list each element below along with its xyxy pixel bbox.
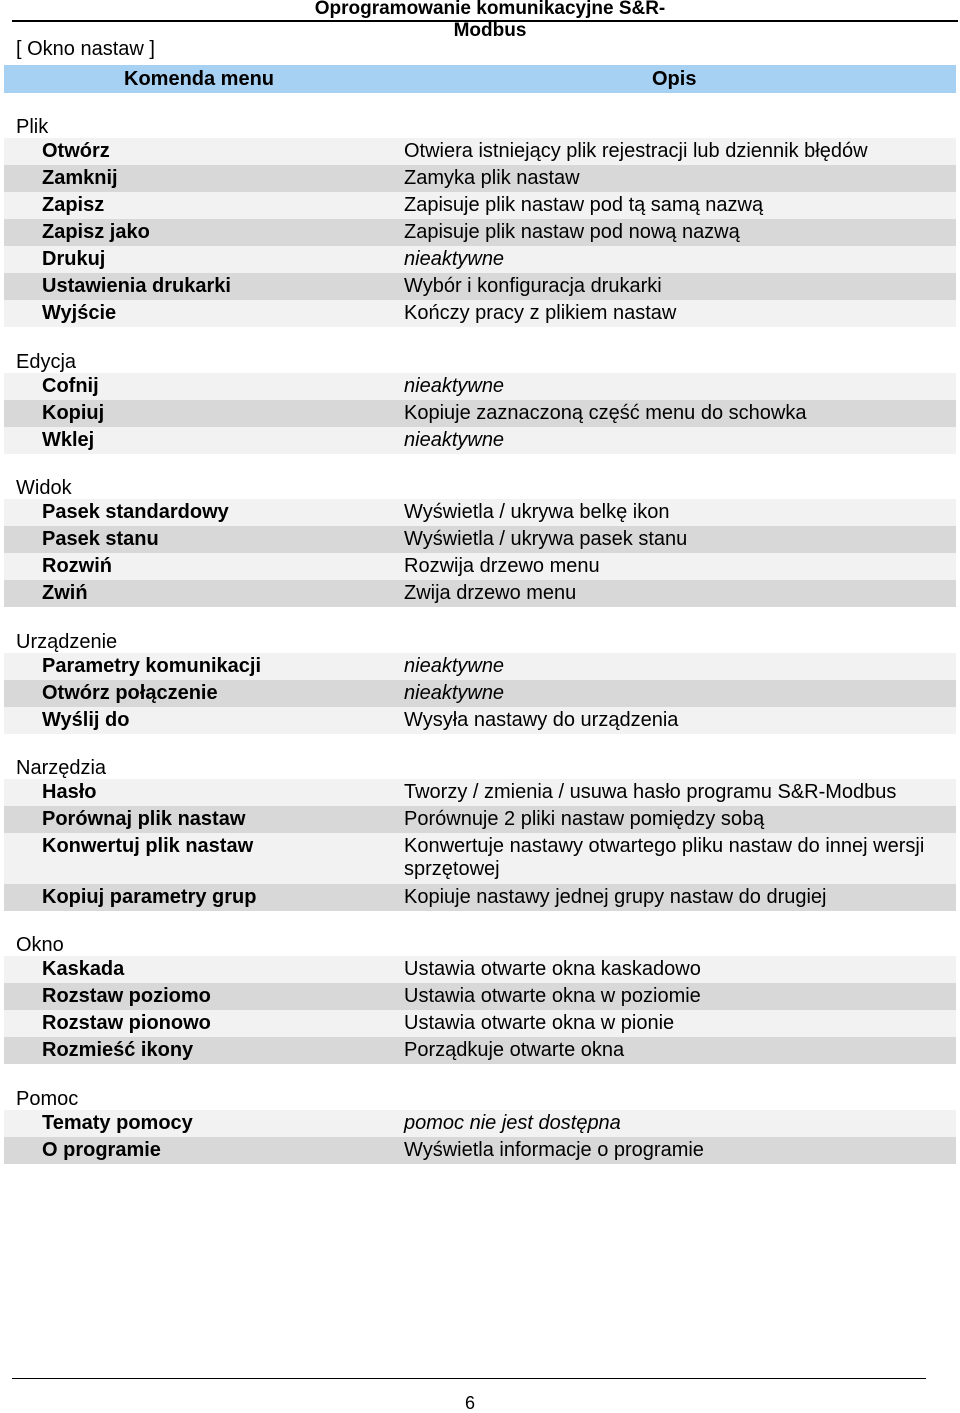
- table-row: [4, 1137, 956, 1164]
- command-description: Kopiuje nastawy jednej grupy nastaw do drugiej: [404, 886, 827, 908]
- table-row: [4, 246, 956, 273]
- menu-command: Otwórz połączenie: [42, 682, 218, 704]
- command-description: Zapisuje plik nastaw pod tą samą nazwą: [404, 194, 764, 216]
- table-row: [4, 1110, 956, 1137]
- table-row: [4, 273, 956, 300]
- menu-command: Konwertuj plik nastaw: [42, 835, 254, 857]
- table-row: [4, 680, 956, 707]
- command-description: Porównuje 2 pliki nastaw pomiędzy sobą: [404, 808, 765, 830]
- menu-command: Rozstaw pionowo: [42, 1012, 211, 1034]
- table-row: [4, 526, 956, 553]
- menu-command: Kopiuj parametry grup: [42, 886, 257, 908]
- table-row: [4, 219, 956, 246]
- menu-command: Kaskada: [42, 958, 125, 980]
- table-row: [4, 400, 956, 427]
- menu-command: Ustawienia drukarki: [42, 275, 231, 297]
- column-header-description: Opis: [652, 68, 697, 90]
- menu-command: Cofnij: [42, 375, 99, 397]
- group-title: Edycja: [16, 351, 77, 373]
- menu-command: Tematy pomocy: [42, 1112, 193, 1134]
- command-description: Konwertuje nastawy otwartego pliku nastaw do innej wersji sprzętowej: [404, 835, 925, 880]
- group-title: Okno: [16, 934, 64, 956]
- table-row: [4, 884, 956, 911]
- table-row: [4, 956, 956, 983]
- command-description: Wysyła nastawy do urządzenia: [404, 709, 679, 731]
- menu-command: Hasło: [42, 781, 97, 803]
- command-description: Porządkuje otwarte okna: [404, 1039, 625, 1061]
- menu-command: Zwiń: [42, 582, 88, 604]
- menu-command: Zapisz: [42, 194, 105, 216]
- group-title: Narzędzia: [16, 757, 107, 779]
- footer-rule: [12, 1378, 926, 1379]
- command-description: Zamyka plik nastaw: [404, 167, 580, 189]
- command-description: Ustawia otwarte okna kaskadowo: [404, 958, 701, 980]
- menu-command: Rozmieść ikony: [42, 1039, 194, 1061]
- table-row: [4, 1037, 956, 1064]
- command-description: Wyświetla informacje o programie: [404, 1139, 704, 1161]
- command-description: Wyświetla / ukrywa belkę ikon: [404, 501, 670, 523]
- section-label: [ Okno nastaw ]: [16, 38, 155, 60]
- menu-command: Zamknij: [42, 167, 118, 189]
- command-description: nieaktywne: [404, 248, 505, 270]
- table-row: [4, 165, 956, 192]
- menu-command: Rozstaw poziomo: [42, 985, 211, 1007]
- command-description: nieaktywne: [404, 375, 505, 397]
- table-row: [4, 806, 956, 833]
- table-row: [4, 833, 956, 884]
- table-row: [4, 553, 956, 580]
- command-description: Ustawia otwarte okna w pionie: [404, 1012, 675, 1034]
- command-description: nieaktywne: [404, 655, 505, 677]
- command-description: Kończy pracy z plikiem nastaw: [404, 302, 677, 324]
- group-title: Widok: [16, 477, 72, 499]
- menu-command: Otwórz: [42, 140, 110, 162]
- menu-command: Drukuj: [42, 248, 106, 270]
- header-rule: [12, 20, 958, 22]
- command-description: Tworzy / zmienia / usuwa hasło programu S&R-Modbus: [404, 781, 897, 803]
- menu-command: Parametry komunikacji: [42, 655, 261, 677]
- page-number: 6: [464, 1393, 475, 1413]
- table-row: [4, 427, 956, 454]
- command-description: Wyświetla / ukrywa pasek stanu: [404, 528, 688, 550]
- command-description: Ustawia otwarte okna w poziomie: [404, 985, 701, 1007]
- table-row: [4, 580, 956, 607]
- table-row: [4, 499, 956, 526]
- running-header: Oprogramowanie komunikacyjne S&R-Modbus: [314, 0, 666, 41]
- command-description: Wybór i konfiguracja drukarki: [404, 275, 662, 297]
- command-description: Kopiuje zaznaczoną część menu do schowka: [404, 402, 807, 424]
- table-row: [4, 707, 956, 734]
- menu-command: Wklej: [42, 429, 95, 451]
- menu-command: Wyślij do: [42, 709, 130, 731]
- group-title: Plik: [16, 116, 49, 138]
- command-description: Zwija drzewo menu: [404, 582, 577, 604]
- command-description: Rozwija drzewo menu: [404, 555, 600, 577]
- command-description: nieaktywne: [404, 429, 505, 451]
- table-row: [4, 373, 956, 400]
- table-row: [4, 653, 956, 680]
- table-row: [4, 779, 956, 806]
- group-title: Pomoc: [16, 1088, 79, 1110]
- command-description: pomoc nie jest dostępna: [404, 1112, 621, 1134]
- table-header: [4, 65, 956, 93]
- table-row: [4, 138, 956, 165]
- column-header-command: Komenda menu: [124, 68, 275, 90]
- group-title: Urządzenie: [16, 631, 118, 653]
- menu-command: Rozwiń: [42, 555, 112, 577]
- menu-command: Kopiuj: [42, 402, 105, 424]
- table-row: [4, 1010, 956, 1037]
- table-row: [4, 983, 956, 1010]
- command-description: nieaktywne: [404, 682, 505, 704]
- menu-command: O programie: [42, 1139, 161, 1161]
- menu-command: Pasek standardowy: [42, 501, 229, 523]
- table-row: [4, 192, 956, 219]
- command-description: Zapisuje plik nastaw pod nową nazwą: [404, 221, 740, 243]
- command-description: Otwiera istniejący plik rejestracji lub dziennik błędów: [404, 140, 868, 162]
- menu-command: Porównaj plik nastaw: [42, 808, 246, 830]
- table-row: [4, 300, 956, 327]
- menu-command: Zapisz jako: [42, 221, 150, 243]
- menu-command: Wyjście: [42, 302, 117, 324]
- menu-command: Pasek stanu: [42, 528, 159, 550]
